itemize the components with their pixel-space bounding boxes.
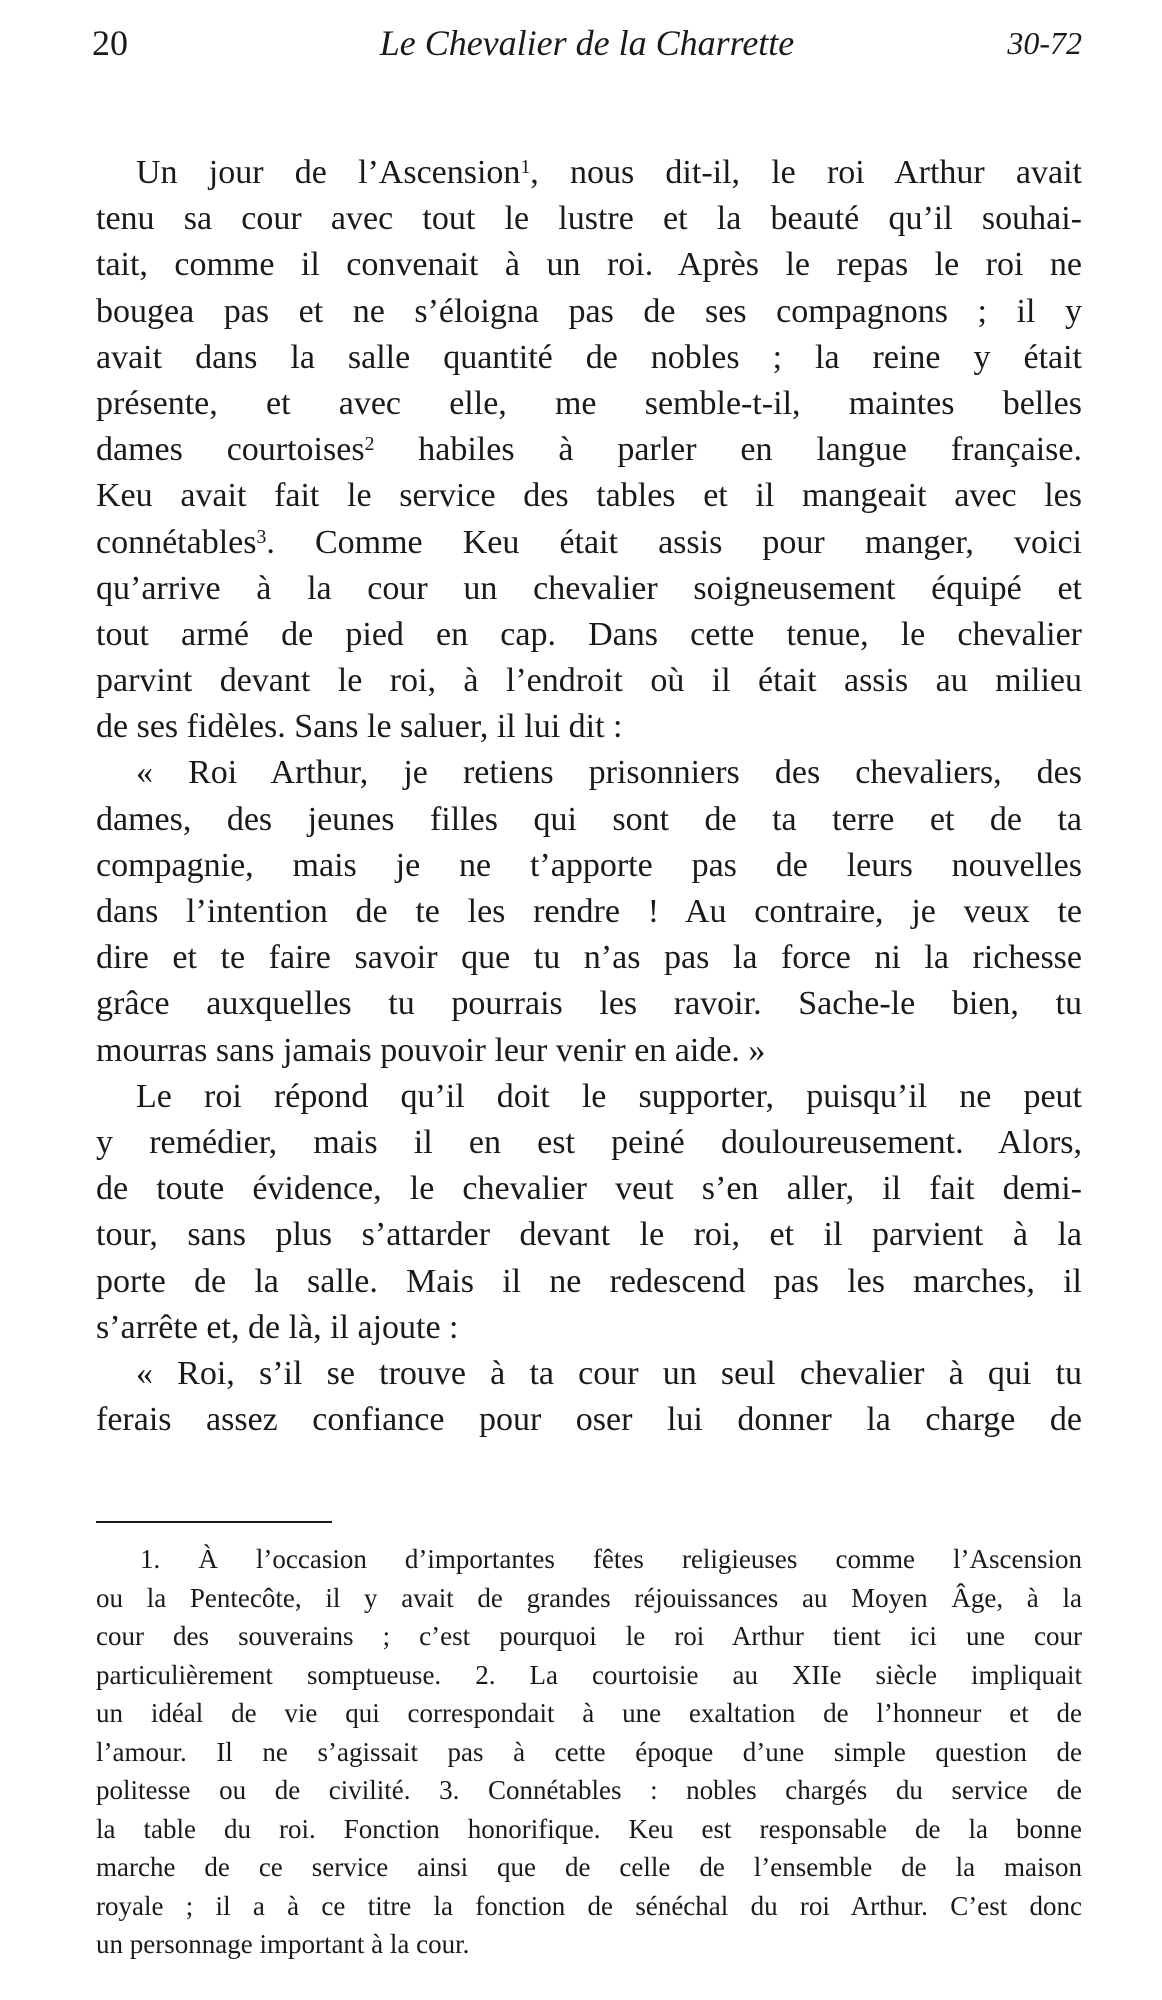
footnote-line: cour des souverains ; c’est pourquoi le roi Arthur tient ici une cour [96,1621,1082,1651]
line-text: qu’arrive à la cour un chevalier soigneusement équipé et [96,569,1082,607]
footnote-line: 1. À l’occasion d’importantes fêtes religieuses comme l’Ascension [140,1544,1082,1574]
text-line [96,843,1082,889]
text-line [96,1397,1082,1443]
line-text: Le roi répond qu’il doit le supporter, puisqu’il ne peut [136,1077,1082,1115]
text-line [96,196,1082,242]
line-text: dames, des jeunes filles qui sont de ta terre et de ta [96,800,1082,838]
line-text: Keu avait fait le service des tables et il mangeait avec les [96,477,1082,515]
footnote-line: la table du roi. Fonction honorifique. Keu est responsable de la bonne [96,1813,1082,1844]
line-text: tout armé de pied en cap. Dans cette tenue, le chevalier [96,615,1082,653]
line-text: « Roi, s’il se trouve à ta cour un seul chevalier à qui tu [136,1354,1082,1392]
running-title: Le Chevalier de la Charrette [379,23,795,63]
line-text: avait dans la salle quantité de nobles ; la reine y était [96,338,1082,376]
line-text: dans l’intention de te les rendre ! Au contraire, je veux te [96,893,1082,930]
text-line [96,566,1082,612]
line-text: bougea pas et ne s’éloigna pas de ses compagnons ; il y [96,292,1082,330]
line-text: Un jour de l’Ascension [136,154,521,191]
line-text: dames courtoises [96,431,365,469]
line-text: mourras sans jamais pouvoir leur venir en aide. » [96,1031,766,1069]
line-text: y remédier, mais il en est peiné douloureusement. Alors, [96,1123,1082,1161]
line-text: parvint devant le roi, à l’endroit où il était assis au milieu [96,662,1082,700]
main-text [96,150,1082,1443]
footnote-line: un personnage important à la cour. [96,1929,470,1959]
footnote-line: politesse ou de civilité. 3. Connétables : nobles chargés du service de [96,1775,1082,1805]
text-line [96,520,1082,566]
text-line [96,289,1082,335]
text-line [96,1305,1082,1351]
footnote-marker: 1 [520,156,531,179]
line-text: s’arrête et, de là, il ajoute : [96,1308,459,1346]
line-text: de ses fidèles. Sans le saluer, il lui dit : [96,708,623,746]
text-line [96,889,1082,935]
text-line [96,1212,1082,1258]
line-text: grâce auxquelles tu pourrais les ravoir. Sache-le bien, tu [96,985,1082,1023]
footnote-line: royale ; il a à ce titre la fonction de sénéchal du roi Arthur. C’est donc [96,1890,1082,1921]
text-line [96,750,1082,796]
line-text: ferais assez confiance pour oser lui donner la charge de [96,1401,1082,1439]
text-line [96,381,1082,427]
footnote-line: particulièrement somptueuse. 2. La courtoisie au XIIe siècle impliquait [96,1659,1082,1690]
footnote-line: l’amour. Il ne s’agissait pas à cette époque d’une simple question de [96,1736,1082,1767]
line-text: tenu sa cour avec tout le lustre et la beauté qu’il souhai- [96,200,1082,238]
footnote-divider [96,1521,332,1523]
text-line [96,473,1082,519]
text-line [96,150,1082,196]
text-line [96,1259,1082,1305]
text-line [96,242,1082,288]
footnote-marker: 3 [256,525,267,548]
text-line [96,1120,1082,1166]
text-line [96,704,1082,750]
line-text: tait, comme il convenait à un roi. Après le repas le roi ne [96,246,1082,284]
text-line [96,1028,1082,1074]
text-line [96,612,1082,658]
footnote-line: un idéal de vie qui correspondait à une exaltation de l’honneur et de [96,1698,1082,1728]
line-text-continued: . Comme Keu était assis pour manger, voici [266,523,1082,561]
line-text-continued: habiles à parler en langue française. [374,431,1083,469]
text-line [96,981,1082,1027]
line-text: porte de la salle. Mais il ne redescend pas les marches, il [96,1262,1082,1300]
running-head [92,18,1082,68]
line-text: présente, et avec elle, me semble-t-il, maintes belles [96,384,1082,422]
page-number: 20 [92,23,128,63]
line-text: « Roi Arthur, je retiens prisonniers des chevaliers, des [136,754,1082,792]
text-line [96,935,1082,981]
text-line [96,1166,1082,1212]
footnote-line: marche de ce service ainsi que de celle de l’ensemble de la maison [96,1852,1082,1882]
line-text-continued: , nous dit-il, le roi Arthur avait [530,154,1082,191]
footnote-marker: 2 [364,433,375,456]
footnote-line: ou la Pentecôte, il y avait de grandes réjouissances au Moyen Âge, à la [96,1582,1082,1613]
text-line [96,427,1082,473]
text-line [96,1351,1082,1397]
line-text: connétables [96,523,257,561]
text-line [96,335,1082,381]
line-text: de toute évidence, le chevalier veut s’en aller, il fait demi- [96,1170,1082,1208]
line-text: tour, sans plus s’attarder devant le roi, et il parvient à la [96,1216,1082,1254]
folio-reference: 30-72 [1007,25,1082,61]
line-text: compagnie, mais je ne t’apporte pas de leurs nouvelles [96,846,1082,884]
text-line [96,1074,1082,1120]
text-line [96,658,1082,704]
footnotes [96,1540,1082,1964]
line-text: dire et te faire savoir que tu n’as pas la force ni la richesse [96,939,1082,977]
text-line [96,797,1082,843]
